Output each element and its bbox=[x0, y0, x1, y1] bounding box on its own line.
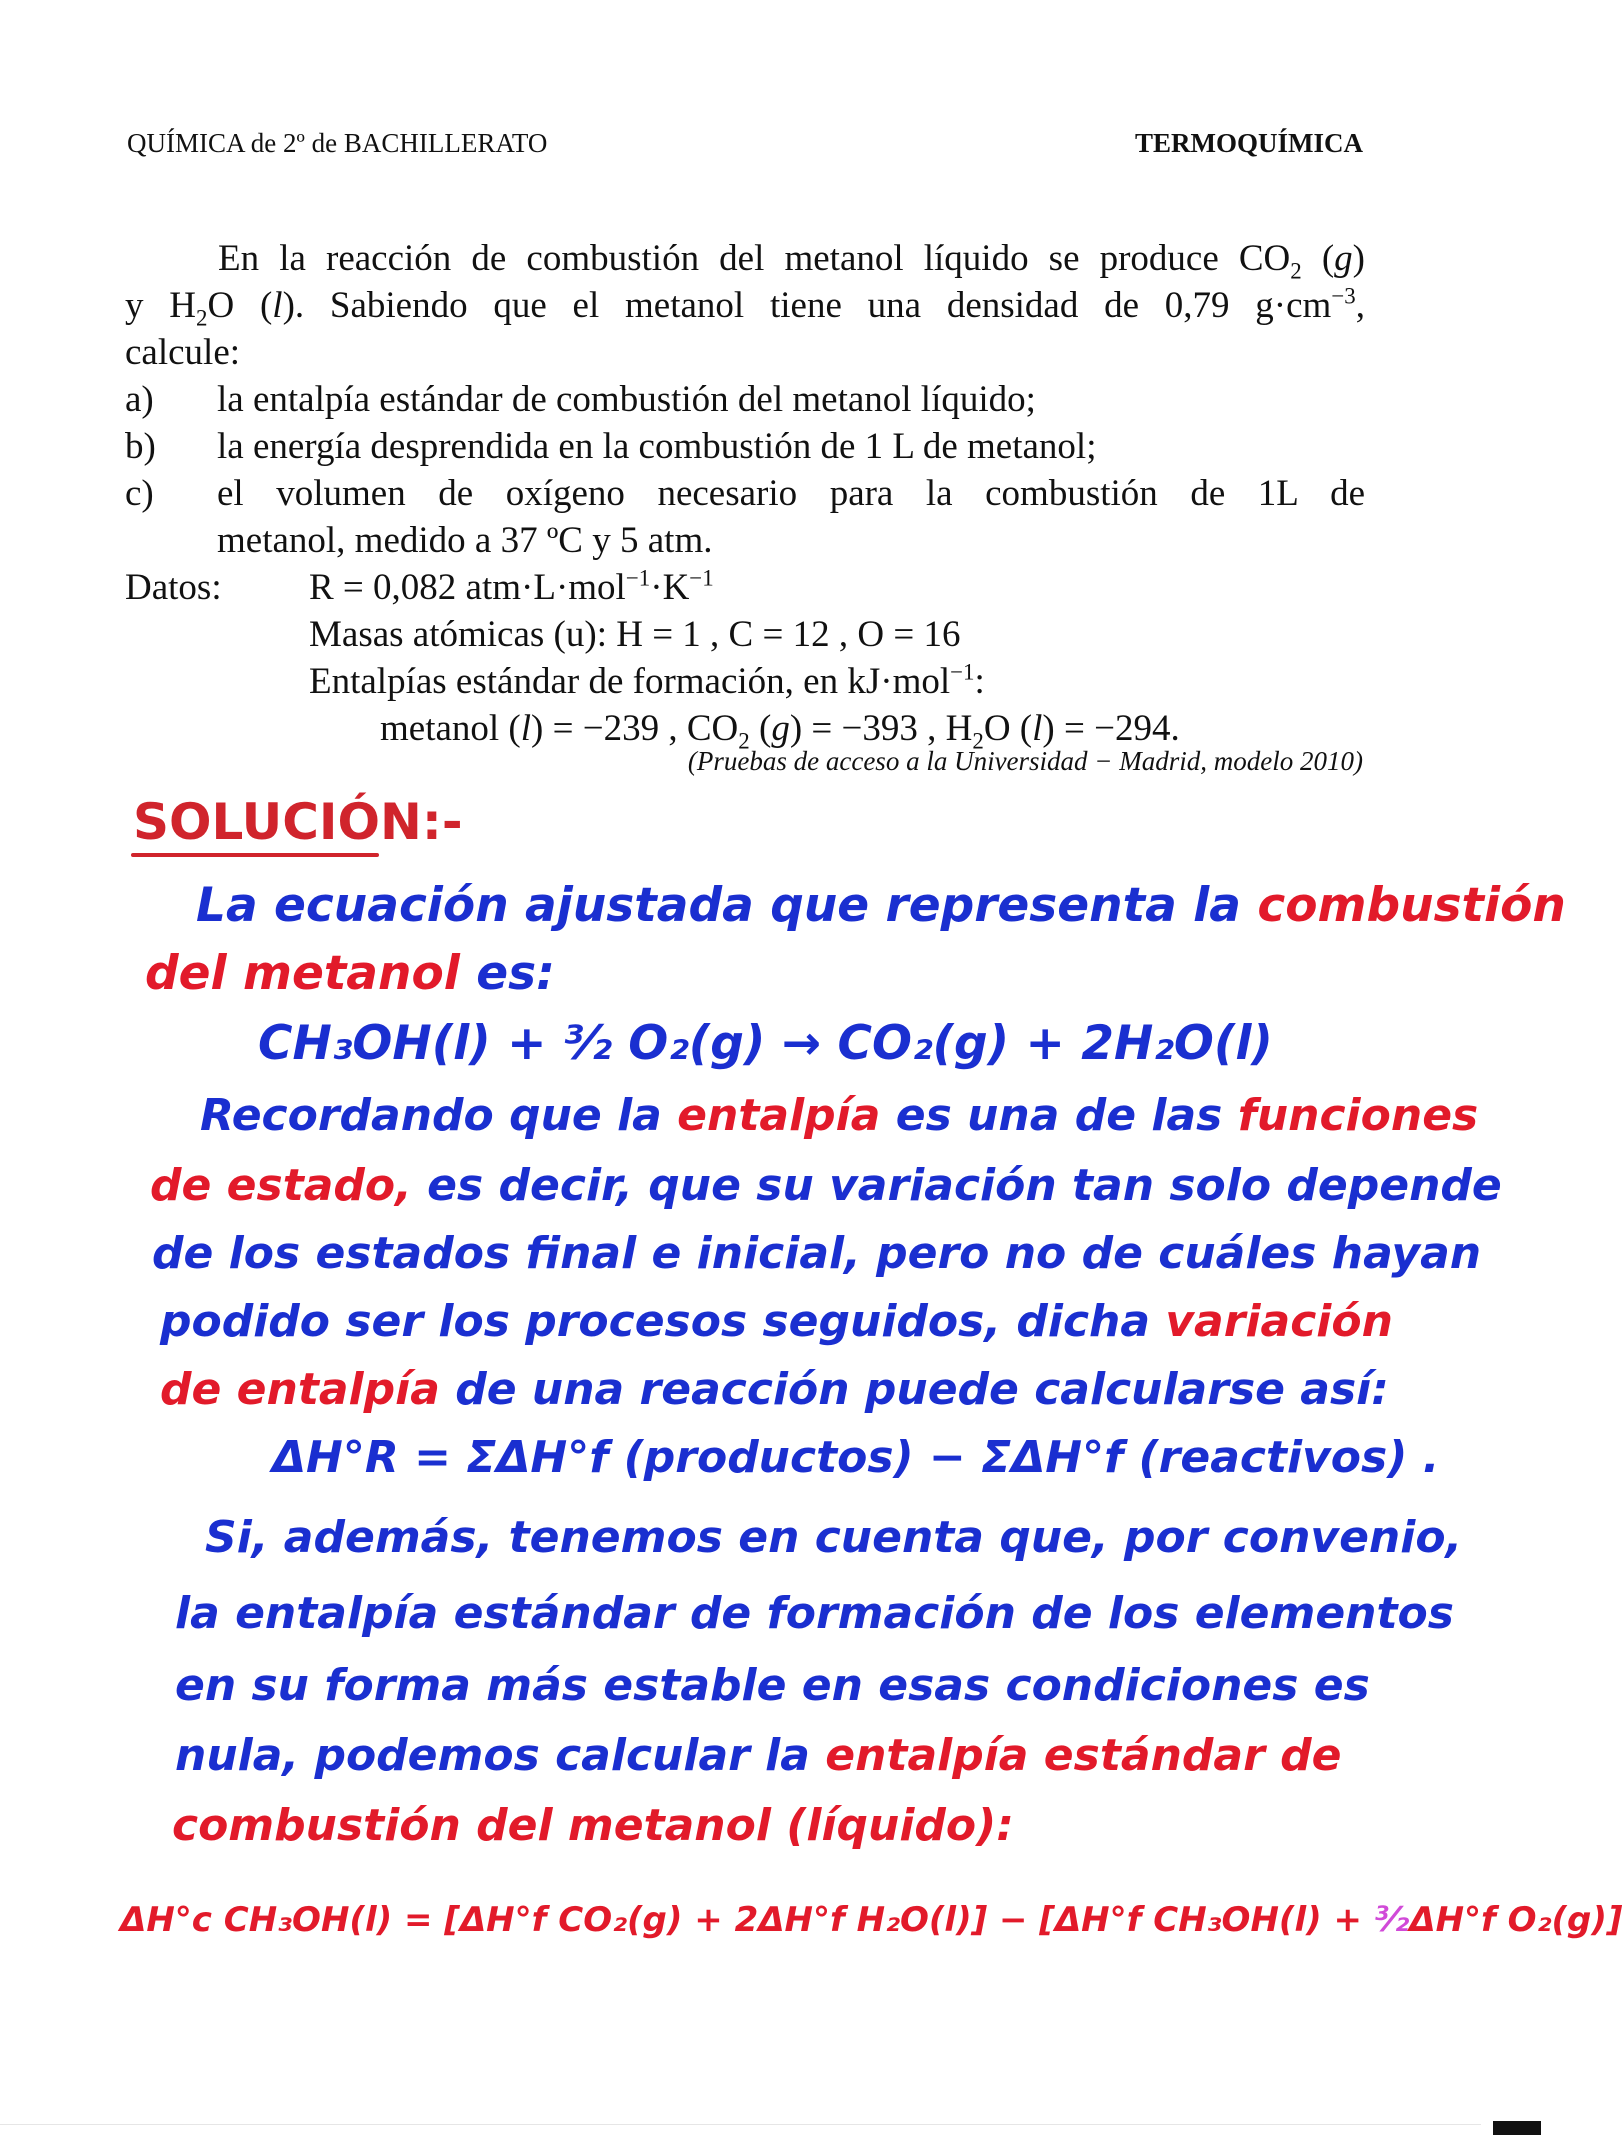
header-topic: TERMOQUÍMICA bbox=[1135, 128, 1363, 158]
solution-line-10: Si, además, tenemos en cuenta que, por convenio, bbox=[205, 1512, 1463, 1563]
solution-line-8: de entalpía de una reacción puede calcularse así: bbox=[160, 1364, 1389, 1415]
solution-line-13: nula, podemos calcular la entalpía estándar de bbox=[175, 1730, 1342, 1781]
source-citation: (Pruebas de acceso a la Universidad − Madrid, modelo 2010) bbox=[687, 746, 1363, 776]
item-a-text: la entalpía estándar de combustión del metanol líquido; bbox=[217, 379, 1036, 420]
problem-line-3: calcule: bbox=[125, 332, 241, 373]
combustion-enthalpy-equation: ΔH°c CH₃OH(l) = [ΔH°f CO₂(g) + 2ΔH°f H₂O(l)] − [ΔH°f CH₃OH(l) + ³⁄₂ΔH°f O₂(g)] bbox=[120, 1900, 1622, 1940]
scan-corner-mark bbox=[1493, 2121, 1541, 2135]
solution-title-underline bbox=[131, 853, 379, 857]
enthalpy-values: metanol (l) = −239 , $CO_2$ (g) = −393 , $H_2O$ (l) = −294. bbox=[380, 708, 1180, 754]
item-c-label: c) bbox=[125, 473, 154, 514]
solution-line-11: la entalpía estándar de formación de los elementos bbox=[175, 1588, 1454, 1639]
solution-line-14: combustión del metanol (líquido): bbox=[172, 1800, 1014, 1851]
gas-constant: R = 0,082 $atm\cdot L\cdot mol^{-1}\cdot K^{-1}$ bbox=[309, 565, 714, 608]
item-b-text: la energía desprendida en la combustión de 1 L de metanol; bbox=[217, 426, 1097, 467]
item-c-continuation: metanol, medido a 37 ºC y 5 atm. bbox=[217, 520, 713, 561]
solution-title: SOLUCIÓN:- bbox=[133, 793, 463, 851]
header-course: QUÍMICA de 2º de BACHILLERATO bbox=[127, 128, 548, 158]
solution-line-2: del metanol es: bbox=[145, 946, 555, 1001]
enthalpies-heading: Entalpías estándar de formación, en kJ·mol$^{-1}$: bbox=[309, 659, 985, 702]
item-a-label: a) bbox=[125, 379, 154, 420]
solution-line-6: de los estados final e inicial, pero no de cuáles hayan bbox=[152, 1228, 1482, 1279]
problem-line-2: y $H_2O$ (l). Sabiendo que el metanol tiene una densidad de 0,79 $g\cdot cm^{-3}$, bbox=[125, 283, 1365, 331]
item-c-text: el volumen de oxígeno necesario para la combustión de 1L de bbox=[217, 473, 1365, 514]
enthalpy-formula: ΔH°R = ΣΔH°f (productos) − ΣΔH°f (reactivos) . bbox=[272, 1432, 1440, 1483]
solution-line-7: podido ser los procesos seguidos, dicha variación bbox=[160, 1296, 1393, 1347]
solution-line-4: Recordando que la entalpía es una de las funciones bbox=[200, 1090, 1479, 1141]
atomic-masses: Masas atómicas (u): H = 1 , C = 12 , O = 16 bbox=[309, 614, 961, 655]
page-bottom-edge bbox=[0, 2124, 1481, 2125]
solution-line-1: La ecuación ajustada que representa la combustión bbox=[196, 878, 1566, 933]
item-b-label: b) bbox=[125, 426, 156, 467]
solution-line-5: de estado, es decir, que su variación tan solo depende bbox=[150, 1160, 1502, 1211]
problem-line-1: En la reacción de combustión del metanol líquido se produce $CO_2$ (g) bbox=[218, 238, 1365, 284]
reaction-equation: CH₃OH(l) + ³⁄₂ O₂(g) → CO₂(g) + 2H₂O(l) bbox=[258, 1016, 1273, 1071]
data-label: Datos: bbox=[125, 567, 222, 608]
solution-line-12: en su forma más estable en esas condiciones es bbox=[175, 1660, 1370, 1711]
